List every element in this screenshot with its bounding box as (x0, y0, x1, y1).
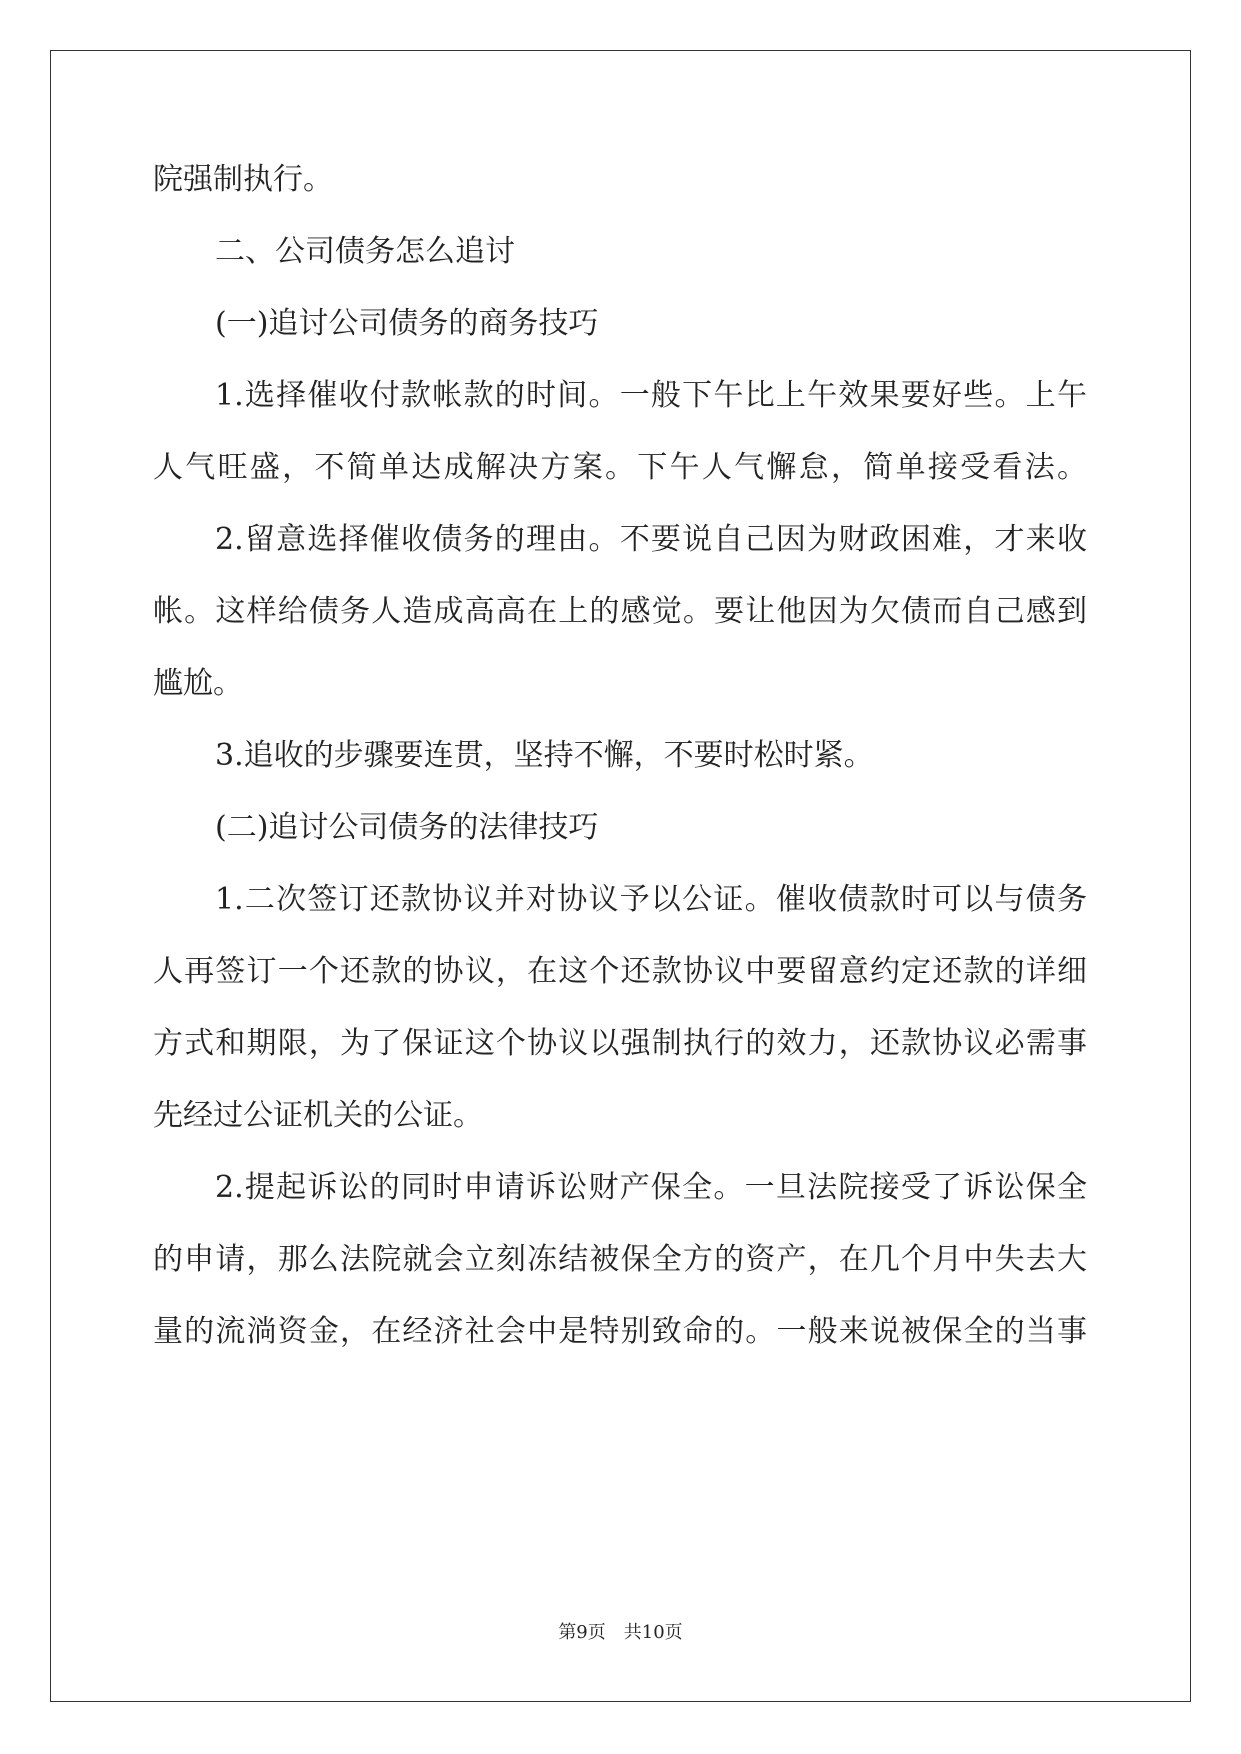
text-line: 尴尬。 (153, 666, 243, 701)
text-line: 1.选择催收付款帐款的时间。一般下午比上午效果要好些。上午 (215, 378, 1087, 413)
text-line: 人气旺盛，不简单达成解决方案。下午人气懈怠，简单接受看法。 (153, 450, 1087, 485)
text-line: 2.留意选择催收债务的理由。不要说自己因为财政困难，才来收 (215, 522, 1087, 557)
text-line: 方式和期限，为了保证这个协议以强制执行的效力，还款协议必需事 (153, 1026, 1087, 1061)
page-number: 第9页 共10页 (558, 1622, 683, 1643)
subsection-heading: (一)追讨公司债务的商务技巧 (215, 306, 599, 341)
text-line: 1.二次签订还款协议并对协议予以公证。催收债款时可以与债务 (215, 882, 1087, 917)
text-line: 帐。这样给债务人造成高高在上的感觉。要让他因为欠债而自己感到 (153, 594, 1087, 629)
text-line: 量的流淌资金，在经济社会中是特别致命的。一般来说被保全的当事 (153, 1314, 1087, 1349)
text-line: 先经过公证机关的公证。 (153, 1098, 483, 1133)
section-heading: 二、公司债务怎么追讨 (215, 234, 515, 269)
text-line: 院强制执行。 (153, 162, 333, 197)
subsection-heading: (二)追讨公司债务的法律技巧 (215, 810, 599, 845)
text-line: 人再签订一个还款的协议，在这个还款协议中要留意约定还款的详细 (153, 954, 1087, 989)
text-line: 3.追收的步骤要连贯，坚持不懈，不要时松时紧。 (215, 738, 874, 773)
text-line: 的申请，那么法院就会立刻冻结被保全方的资产，在几个月中失去大 (153, 1242, 1087, 1277)
page-border (50, 50, 1191, 1702)
text-line: 2.提起诉讼的同时申请诉讼财产保全。一旦法院接受了诉讼保全 (215, 1170, 1087, 1205)
